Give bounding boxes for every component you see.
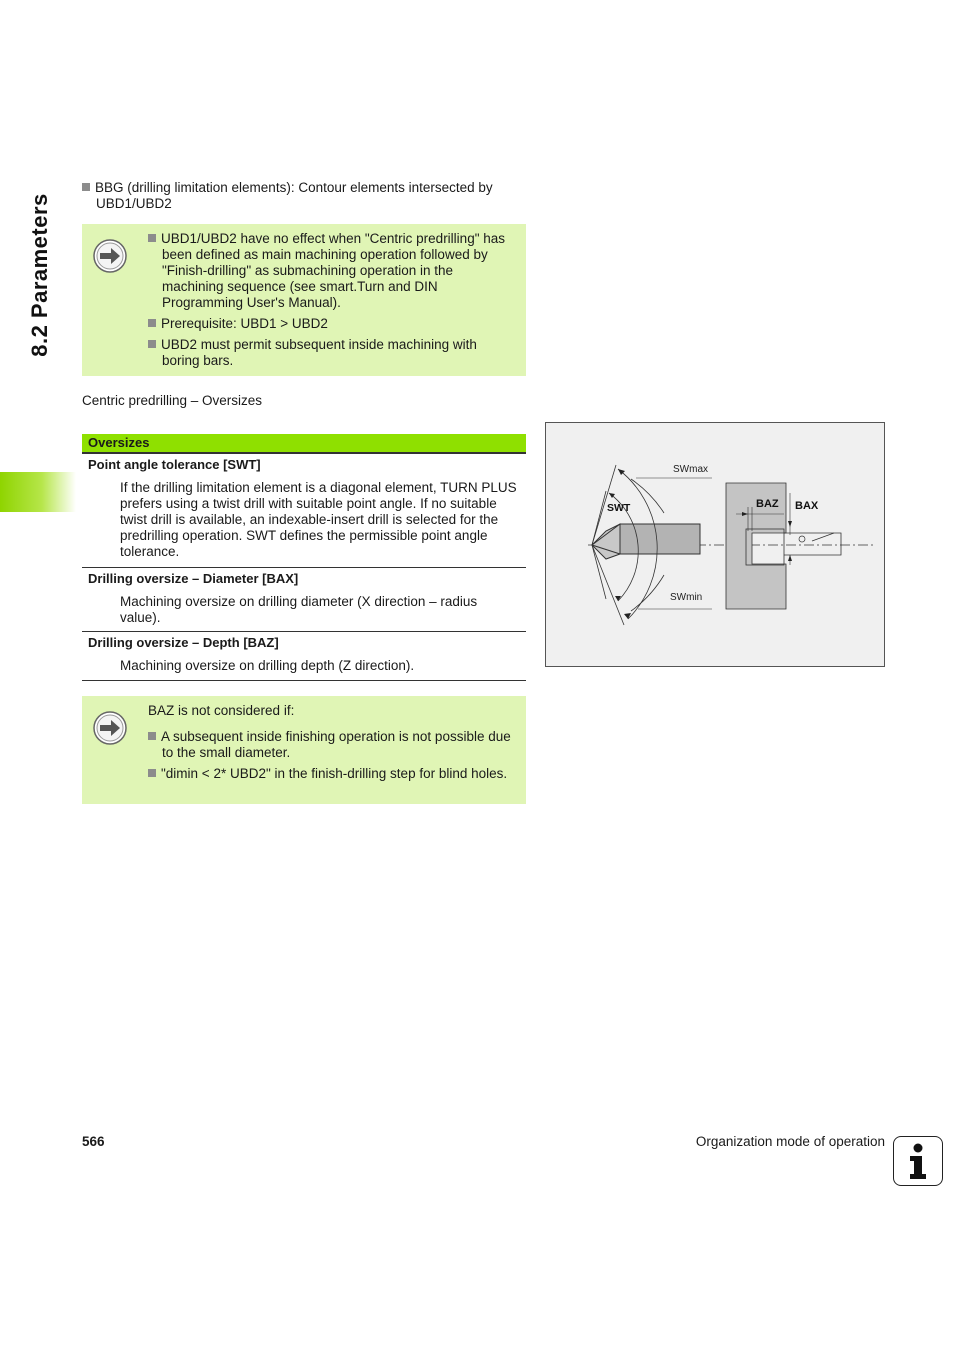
note-box-prerequisites bbox=[82, 224, 526, 376]
bullet-marker bbox=[148, 234, 156, 242]
note-item-text: A subsequent inside finishing operation is not possible due to the small diameter. bbox=[161, 729, 511, 760]
section-tab-marker bbox=[0, 472, 76, 512]
bbg-bullet bbox=[82, 180, 540, 212]
arrow-right-icon bbox=[92, 710, 128, 746]
note-item-text: Prerequisite: UBD1 > UBD2 bbox=[161, 316, 328, 331]
row-title: Point angle tolerance [SWT] bbox=[88, 457, 261, 472]
section-title-text: 8.2 Parameters bbox=[27, 193, 52, 357]
note-item-text: UBD1/UBD2 have no effect when "Centric predrilling" has been defined as main machining operation followed by "Finish-drilling" as submachining operation in the machining sequence (see smart.Turn and DIN Programming User's Manual). bbox=[161, 231, 506, 310]
note-item bbox=[148, 231, 516, 311]
table-row bbox=[82, 568, 526, 632]
note-body bbox=[148, 703, 516, 787]
bbg-text: BBG (drilling limitation elements): Contour elements intersected by UBD1/UBD2 bbox=[95, 180, 493, 211]
bullet-marker bbox=[82, 183, 90, 191]
bullet-marker bbox=[148, 732, 156, 740]
row-title: Drilling oversize – Diameter [BAX] bbox=[88, 571, 299, 586]
drilling-diagram bbox=[546, 423, 884, 666]
bullet-marker bbox=[148, 319, 156, 327]
swmax-label: SWmax bbox=[673, 464, 708, 475]
chapter-title: Organization mode of operation bbox=[695, 1134, 885, 1149]
page-number: 566 bbox=[82, 1134, 105, 1149]
oversizes-table bbox=[82, 434, 526, 681]
arrow-right-icon bbox=[92, 238, 128, 274]
section-title bbox=[20, 180, 60, 370]
swt-label: SWT bbox=[607, 502, 631, 514]
note-box-baz bbox=[82, 696, 526, 804]
row-desc: Machining oversize on drilling diameter (X direction – radius value). bbox=[120, 594, 478, 625]
row-desc: Machining oversize on drilling depth (Z direction). bbox=[120, 658, 415, 673]
row-desc: If the drilling limitation element is a diagonal element, TURN PLUS prefers using a twist drill with suitable point angle. If no suitable twist drill is available, an indexable-insert drill is selected for the predrilling operation. SWT defines the permissible point angle tolerance. bbox=[120, 480, 517, 559]
note-item bbox=[148, 766, 516, 782]
bax-label: BAX bbox=[795, 500, 819, 512]
table-row bbox=[82, 632, 526, 681]
drilling-oversize-figure bbox=[545, 422, 885, 667]
note-intro: BAZ is not considered if: bbox=[148, 703, 295, 718]
section-caption: Centric predrilling – Oversizes bbox=[82, 393, 263, 408]
note-item bbox=[148, 316, 516, 332]
boring-bar bbox=[784, 533, 841, 555]
table-row bbox=[82, 454, 526, 568]
table-header: Oversizes bbox=[82, 434, 526, 454]
info-icon bbox=[893, 1136, 943, 1186]
bullet-marker bbox=[148, 340, 156, 348]
note-item bbox=[148, 729, 516, 761]
note-item-text: UBD2 must permit subsequent inside machining with boring bars. bbox=[161, 337, 477, 368]
note-item-text: "dimin < 2* UBD2" in the finish-drilling step for blind holes. bbox=[161, 766, 508, 781]
row-title: Drilling oversize – Depth [BAZ] bbox=[88, 635, 279, 650]
swmin-label: SWmin bbox=[670, 592, 703, 603]
bullet-marker bbox=[148, 769, 156, 777]
note-item bbox=[148, 337, 516, 369]
note-body bbox=[148, 231, 516, 374]
baz-label: BAZ bbox=[756, 498, 779, 510]
